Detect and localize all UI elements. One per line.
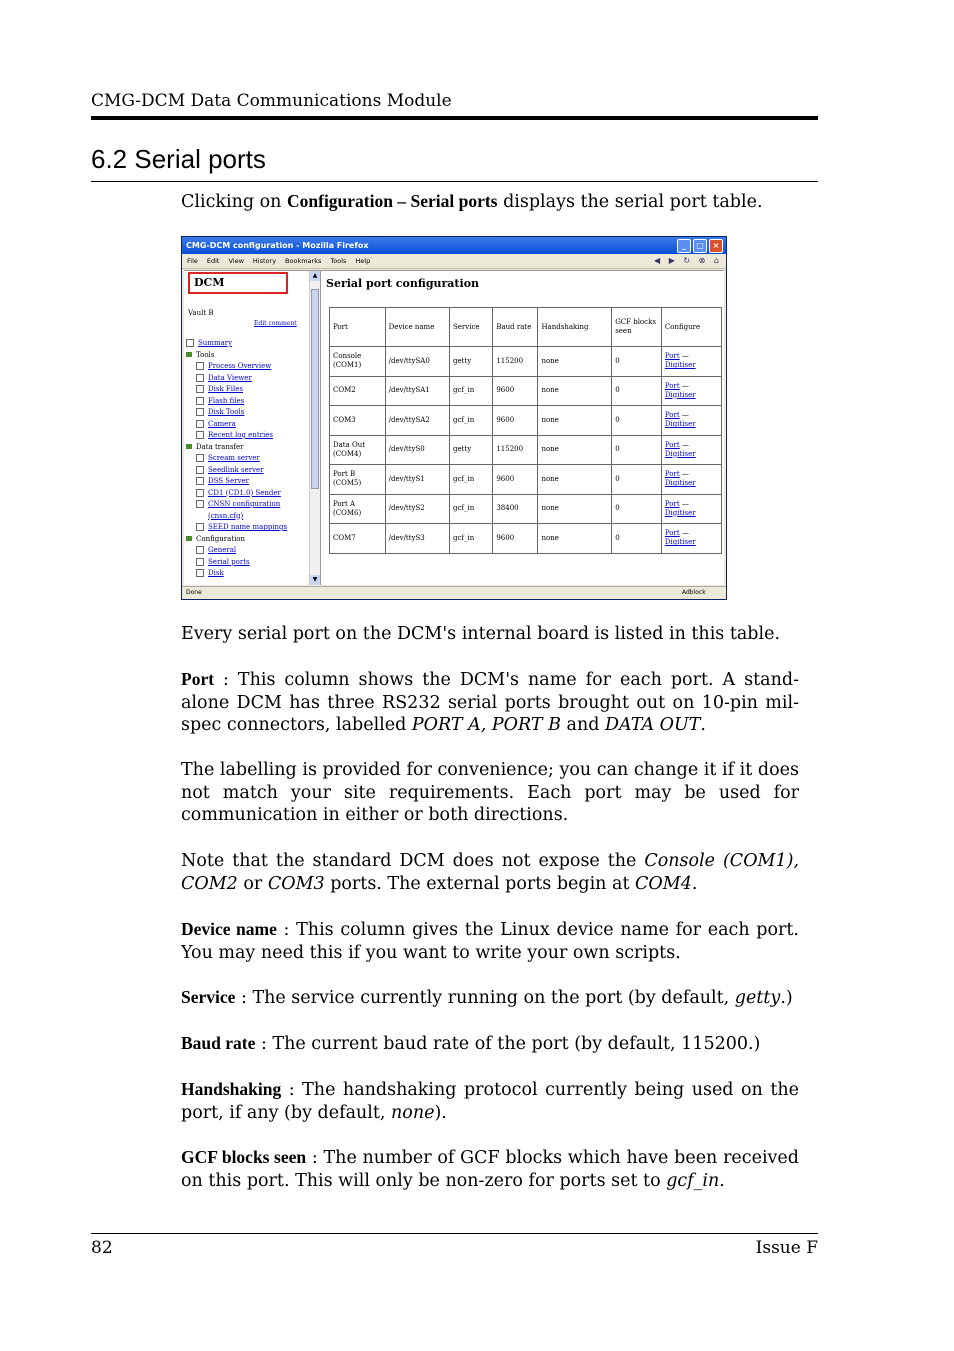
footer-rule <box>91 1233 818 1234</box>
sidebar-item-label: Camera <box>208 419 236 428</box>
sidebar-item-recent-log-entries[interactable] <box>186 430 287 442</box>
sidebar-item-process-overview[interactable] <box>186 361 287 373</box>
page-icon <box>196 374 204 382</box>
section-rule <box>91 181 818 182</box>
sidebar-item-label: Data Viewer <box>208 373 252 382</box>
dcm-logo: DCM <box>188 272 288 294</box>
table-cell: Port B (COM5) <box>330 465 386 495</box>
page-icon <box>196 489 204 497</box>
menu-item-view[interactable]: View <box>228 257 244 265</box>
table-cell: none <box>538 435 612 465</box>
table-cell: 9600 <box>493 376 538 406</box>
sidebar-item-disk-files[interactable] <box>186 384 287 396</box>
sidebar-item-label: Configuration <box>196 534 246 543</box>
table-cell: gcf_in <box>449 465 492 495</box>
menu-bar <box>182 254 726 269</box>
table-cell: 0 <box>612 524 662 554</box>
configure-digitiser-link[interactable]: Digitiser <box>664 420 696 429</box>
main-panel <box>326 271 722 547</box>
table-row <box>330 524 722 554</box>
configure-digitiser-link[interactable]: Digitiser <box>664 508 696 517</box>
table-row <box>330 406 722 436</box>
menu-item-tools[interactable]: Tools <box>330 257 347 265</box>
table-cell: /dev/ttyS0 <box>385 435 449 465</box>
table-cell: gcf_in <box>449 494 492 524</box>
configure-cell: Port — Digitiser <box>661 406 721 436</box>
configure-port-link[interactable]: Port <box>664 529 680 538</box>
folder-icon <box>186 536 192 541</box>
configure-digitiser-link[interactable]: Digitiser <box>664 361 696 370</box>
scroll-up-icon[interactable]: ▲ <box>310 271 320 281</box>
table-cell: /dev/ttyS1 <box>385 465 449 495</box>
paragraph-service: Service : The service currently running on the port (by default, getty.) <box>181 987 793 1008</box>
table-cell: /dev/ttySA1 <box>385 376 449 406</box>
page-icon <box>196 362 204 370</box>
sidebar-item-label: Disk <box>208 569 224 577</box>
table-cell: 115200 <box>493 435 538 465</box>
sidebar-item-tools <box>186 350 287 362</box>
menu-item-bookmarks[interactable]: Bookmarks <box>285 257 322 265</box>
close-icon[interactable]: × <box>709 239 723 253</box>
table-cell: gcf_in <box>449 524 492 554</box>
sidebar-item-data-transfer <box>186 442 287 454</box>
page-icon <box>196 420 204 428</box>
page-icon <box>196 397 204 405</box>
table-cell: gcf_in <box>449 406 492 436</box>
sidebar-item-disk[interactable] <box>186 568 287 580</box>
menu-item-edit[interactable]: Edit <box>206 257 220 265</box>
table-cell: none <box>538 465 612 495</box>
table-cell: none <box>538 524 612 554</box>
page-icon <box>196 546 204 554</box>
configure-cell: Port — Digitiser <box>661 347 721 377</box>
sidebar-item-label: CNSN configuration <box>208 500 281 508</box>
paragraph-listing: Every serial port on the DCM's internal board is listed in this table. <box>181 624 781 644</box>
sidebar-item-dss-server[interactable] <box>186 476 287 488</box>
paragraph-handshaking: Handshaking : The handshaking protocol currently being used on the port, if any (by default, none). <box>181 1079 799 1123</box>
table-cell: none <box>538 494 612 524</box>
page-icon <box>196 408 204 416</box>
sidebar-item-configuration <box>186 534 287 546</box>
sidebar-item-label: Flash files <box>208 396 245 405</box>
sidebar-item-label: Disk Files <box>208 385 243 393</box>
table-cell: /dev/ttyS3 <box>385 524 449 554</box>
section-title: 6.2 Serial ports <box>91 144 266 174</box>
sidebar-item-seed-name-mappings[interactable] <box>186 522 287 534</box>
vault-label: Vault B <box>188 309 214 317</box>
paragraph-note: Note that the standard DCM does not expose the Console (COM1), COM2 or COM3 ports. The external ports begin at COM4. <box>181 851 799 894</box>
window-title: CMG-DCM configuration - Mozilla Firefox <box>186 241 369 250</box>
configure-digitiser-link[interactable]: Digitiser <box>664 479 696 488</box>
configure-port-link[interactable]: Port <box>664 411 680 420</box>
table-cell: 0 <box>612 376 662 406</box>
table-row <box>330 494 722 524</box>
page-icon <box>196 385 204 393</box>
column-header: Port <box>330 308 386 347</box>
paragraph-port: Port : This column shows the DCM's name for each port. A stand-alone DCM has three RS232 serial ports brought out on 10-pin mil-spec connectors, labelled PORT A, PORT B and DATA OUT. <box>181 669 799 735</box>
page-icon <box>196 466 204 474</box>
sidebar-item-summary[interactable] <box>186 338 287 350</box>
table-cell: 0 <box>612 347 662 377</box>
folder-icon <box>186 444 192 449</box>
column-header: GCF blocks seen <box>612 308 662 347</box>
nav-toolbar-icons[interactable]: ◀ ▶ ↻ ⊗ ⌂ <box>654 256 722 265</box>
adblock-label[interactable]: Adblock <box>682 589 706 596</box>
running-header: CMG-DCM Data Communications Module <box>91 91 452 111</box>
sidebar-item-cnsn-configuration[interactable] <box>186 499 287 511</box>
page-icon <box>196 569 204 577</box>
table-cell: /dev/ttySA2 <box>385 406 449 436</box>
sidebar-item-camera[interactable] <box>186 419 287 431</box>
configure-cell: Port — Digitiser <box>661 494 721 524</box>
table-cell: getty <box>449 435 492 465</box>
configure-port-link[interactable]: Port <box>664 352 680 361</box>
sidebar-item-cnsn-cfg[interactable] <box>186 511 287 523</box>
page-icon <box>196 523 204 531</box>
menu-item-file[interactable]: File <box>187 257 198 265</box>
table-cell: none <box>538 406 612 436</box>
table-cell: 9600 <box>493 406 538 436</box>
table-cell: none <box>538 347 612 377</box>
sidebar-scrollbar[interactable] <box>309 271 320 585</box>
page-icon <box>196 500 204 508</box>
intro-bold: Configuration – Serial ports <box>287 191 498 211</box>
sidebar-item-label: Scream server <box>208 454 260 462</box>
configure-cell: Port — Digitiser <box>661 465 721 495</box>
sidebar-item-label: Process Overview <box>208 362 272 370</box>
sidebar-item-label: Summary <box>198 339 233 347</box>
table-row <box>330 465 722 495</box>
table-cell: gcf_in <box>449 376 492 406</box>
sidebar-item-label: Data transfer <box>196 442 244 451</box>
folder-icon <box>186 352 192 357</box>
table-cell: 115200 <box>493 347 538 377</box>
page-content <box>184 270 724 585</box>
configure-digitiser-link[interactable]: Digitiser <box>664 390 696 399</box>
table-cell: COM2 <box>330 376 386 406</box>
page-heading: Serial port configuration <box>326 277 480 290</box>
table-row <box>330 347 722 377</box>
configure-digitiser-link[interactable]: Digitiser <box>664 538 696 547</box>
sidebar-item-general[interactable] <box>186 545 287 557</box>
sidebar-item-label: Disk Tools <box>208 408 245 416</box>
table-cell: /dev/ttySA0 <box>385 347 449 377</box>
table-cell: 9600 <box>493 524 538 554</box>
table-cell: 0 <box>612 494 662 524</box>
maximize-icon[interactable]: □ <box>693 239 707 253</box>
window-titlebar <box>182 237 726 254</box>
configure-port-link[interactable]: Port <box>664 440 680 449</box>
page-icon <box>186 339 194 347</box>
table-cell: none <box>538 376 612 406</box>
sidebar-item-label: General <box>208 546 237 554</box>
configure-cell: Port — Digitiser <box>661 524 721 554</box>
paragraph-device-name: Device name : This column gives the Linux device name for each port. You may need this if you want to write your own scripts. <box>181 919 799 963</box>
table-cell: Console (COM1) <box>330 347 386 377</box>
configure-digitiser-link[interactable]: Digitiser <box>664 449 696 458</box>
sidebar-item-disk-tools[interactable] <box>186 407 287 419</box>
scroll-thumb[interactable] <box>311 289 319 489</box>
configure-port-link[interactable]: Port <box>664 381 680 390</box>
sidebar-item-data-viewer[interactable] <box>186 373 287 385</box>
configure-cell: Port — Digitiser <box>661 376 721 406</box>
table-cell: getty <box>449 347 492 377</box>
sidebar-item-cd1-cd1-0-sender[interactable] <box>186 488 287 500</box>
table-cell: Data Out (COM4) <box>330 435 386 465</box>
table-cell: Port A (COM6) <box>330 494 386 524</box>
sidebar-item-label: Tools <box>196 350 215 359</box>
table-cell: 0 <box>612 435 662 465</box>
table-cell: COM7 <box>330 524 386 554</box>
status-text: Done <box>186 589 202 596</box>
browser-screenshot <box>181 236 727 600</box>
sidebar <box>184 271 321 585</box>
table-cell: /dev/ttyS2 <box>385 494 449 524</box>
sidebar-item-seedlink-server[interactable] <box>186 465 287 477</box>
issue-label: Issue F <box>755 1238 818 1258</box>
nav-tree <box>186 338 287 580</box>
sidebar-item-label: DSS Server <box>208 477 250 485</box>
table-cell: 38400 <box>493 494 538 524</box>
paragraph-baud-rate: Baud rate : The current baud rate of the port (by default, 115200.) <box>181 1033 761 1054</box>
sidebar-item-flash-files[interactable] <box>186 396 287 408</box>
sidebar-item-label: Serial ports <box>208 557 250 566</box>
minimize-icon[interactable]: _ <box>677 239 691 253</box>
edit-comment-link[interactable]: Edit comment <box>254 320 297 327</box>
page-icon <box>196 431 204 439</box>
sidebar-item-serial-ports[interactable] <box>186 557 287 569</box>
sidebar-item-label: SEED name mappings <box>208 523 288 531</box>
page-number: 82 <box>91 1238 113 1258</box>
page-icon <box>196 454 204 462</box>
page-icon <box>196 477 204 485</box>
sidebar-item-label: Recent log entries <box>208 431 273 439</box>
paragraph-labelling: The labelling is provided for convenience; you can change it if it does not match your site requirements. Each port may be used for communication in either or both directions. <box>181 760 799 825</box>
intro-paragraph: Clicking on Configuration – Serial ports displays the serial port table. <box>181 191 763 212</box>
column-header: Baud rate <box>493 308 538 347</box>
scroll-down-icon[interactable]: ▼ <box>310 575 320 585</box>
configure-cell: Port — Digitiser <box>661 435 721 465</box>
table-row <box>330 435 722 465</box>
table-header-row <box>330 308 722 347</box>
serial-port-table <box>329 307 722 554</box>
paragraph-gcf-blocks: GCF blocks seen : The number of GCF blocks which have been received on this port. This will only be non-zero for ports set to gcf_in. <box>181 1147 799 1191</box>
table-row <box>330 376 722 406</box>
column-header: Configure <box>661 308 721 347</box>
menu-item-history[interactable]: History <box>252 257 277 265</box>
table-cell: 0 <box>612 406 662 436</box>
column-header: Handshaking <box>538 308 612 347</box>
sidebar-item-label: Seedlink server <box>208 465 264 474</box>
configure-port-link[interactable]: Port <box>664 470 680 479</box>
page-icon <box>196 558 204 566</box>
column-header: Service <box>449 308 492 347</box>
table-cell: 0 <box>612 465 662 495</box>
table-cell: COM3 <box>330 406 386 436</box>
table-cell: 9600 <box>493 465 538 495</box>
status-bar <box>182 586 726 599</box>
column-header: Device name <box>385 308 449 347</box>
menu-item-help[interactable]: Help <box>355 257 371 265</box>
sidebar-item-scream-server[interactable] <box>186 453 287 465</box>
sidebar-item-label: CD1 (CD1.0) Sender <box>208 488 281 497</box>
configure-port-link[interactable]: Port <box>664 499 680 508</box>
header-rule <box>91 116 818 120</box>
sidebar-item-label: (cnsn.cfg) <box>208 511 244 520</box>
